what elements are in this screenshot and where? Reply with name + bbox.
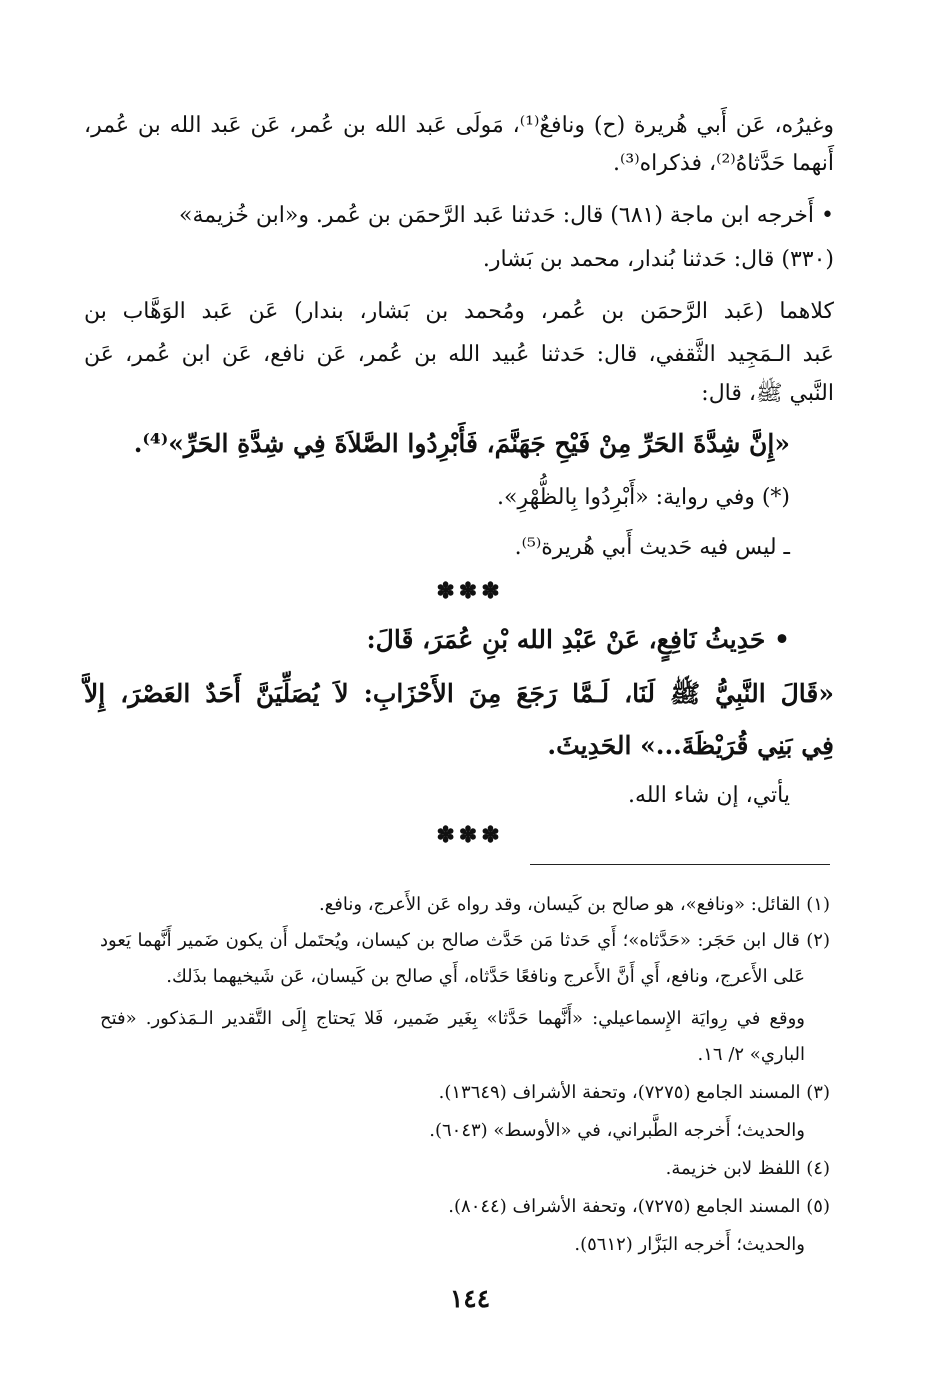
- hadith-text: «قَالَ النَّبِيُّ ﷺ لَنَا، لَـمَّا رَجَعَ مِنَ الأَحْزَابِ: لاَ يُصَلِّيَنَّ أَحَدٌ العَصْرَ، إِلاَّ: [84, 679, 834, 708]
- footnote-5: (٥) المسند الجامع (٧٢٧٥)، وتحفة الأشراف (٨٠٤٤).: [448, 1196, 830, 1217]
- takhrij-line: (٣٣٠) قال: حَدثنا بُندار، محمد بن بَشار.: [482, 247, 834, 272]
- hadith-text: «إِنَّ شِدَّةَ الحَرِّ مِنْ فَيْحِ جَهَنَّمَ، فَأَبْرِدُوا الصَّلاَةَ فِي شِدَّةِ الحَرِّ»⁽⁴⁾.: [133, 429, 790, 458]
- section-separator: ✽✽✽: [436, 578, 504, 604]
- hadith-text: فِي بَنِي قُرَيْظَةَ...» الحَدِيثَ.: [547, 731, 834, 760]
- text-line: النَّبي ﷺ، قال:: [701, 381, 834, 406]
- footnote-1: (١) القائل: «ونافع»، هو صالح بن كَيسان، وقد رواه عَن الأَعرج، ونافع.: [318, 894, 830, 915]
- page-number: ١٤٤: [449, 1284, 491, 1313]
- text-line: كلاهما (عَبد الرَّحمَن بن عُمر، ومُحمد بن بَشار، بندار) عَن عَبد الوَهَّاب بن: [84, 299, 834, 324]
- note-line: ـ ليس فيه حَديث أَبي هُريرة⁽⁵⁾.: [514, 535, 790, 560]
- text-line: عَبد الـمَجِيد الثَّقفي، قال: حَدثنا عُبيد الله بن عُمر، عَن نافع، عَن ابن عُمر، عَن: [84, 342, 834, 367]
- footnote-3: (٣) المسند الجامع (٧٢٧٥)، وتحفة الأشراف (١٣٦٤٩).: [438, 1082, 830, 1103]
- footnote-2-cont: عَلى الأَعرج، ونافع، أَي أَنَّ الأَعرج ونافعًا حَدَّثاه، أَي صالح بن كَيسان، عَن شَيخيهما بذَلك.: [166, 966, 805, 987]
- footnote-2-cont: الباري» ٢/ ١٦.: [697, 1044, 805, 1065]
- note-line: يأتي، إن شاء الله.: [627, 783, 790, 808]
- hadith-heading: • حَدِيثُ نَافِعٍ، عَنْ عَبْدِ الله بْنِ عُمَرَ، قَالَ:: [366, 625, 790, 654]
- footnote-2-cont: ووقع في رِوايَة الإِسماعيلي: «أَنَّهما حَدَّثا» بِغَير ضَمير، فَلا يَحتاج إِلَى التَّقدير الـمَذكور. «فتح: [100, 1008, 805, 1029]
- footnote-3-cont: والحديث؛ أَخرجه الطَّبراني، في «الأوسط» (٦٠٤٣).: [429, 1120, 805, 1141]
- text-line: وغيرُه، عَن أَبي هُريرة (ح) ونافعٌ⁽¹⁾، مَولَى عَبد الله بن عُمر، عَن عَبد الله بن عُمر،: [84, 113, 834, 138]
- footnote-5-cont: والحديث؛ أَخرجه البَزَّار (٥٦١٢).: [574, 1234, 805, 1255]
- footnote-2: (٢) قال ابن حَجَر: «حَدَّثاه»؛ أَي حَدثا مَن حَدَّث صالح بن كيسان، ويُحتَمل أَن يكون ضَمير أَنَّهما يَعود: [100, 930, 830, 951]
- footnote-rule: [530, 864, 830, 865]
- text-line: أَنهما حَدَّثاهُ⁽²⁾، فذكراه⁽³⁾.: [613, 151, 834, 176]
- riwaya-note: (*) وفي رواية: «أَبْرِدُوا بِالظُّهْرِ».: [497, 485, 790, 510]
- footnote-4: (٤) اللفظ لابن خزيمة.: [665, 1158, 830, 1179]
- takhrij-line: • أَخرجه ابن ماجة (٦٨١) قال: حَدثنا عَبد الرَّحمَن بن عُمر. و«ابن خُزيمة»: [179, 203, 834, 228]
- section-separator: ✽✽✽: [436, 822, 504, 848]
